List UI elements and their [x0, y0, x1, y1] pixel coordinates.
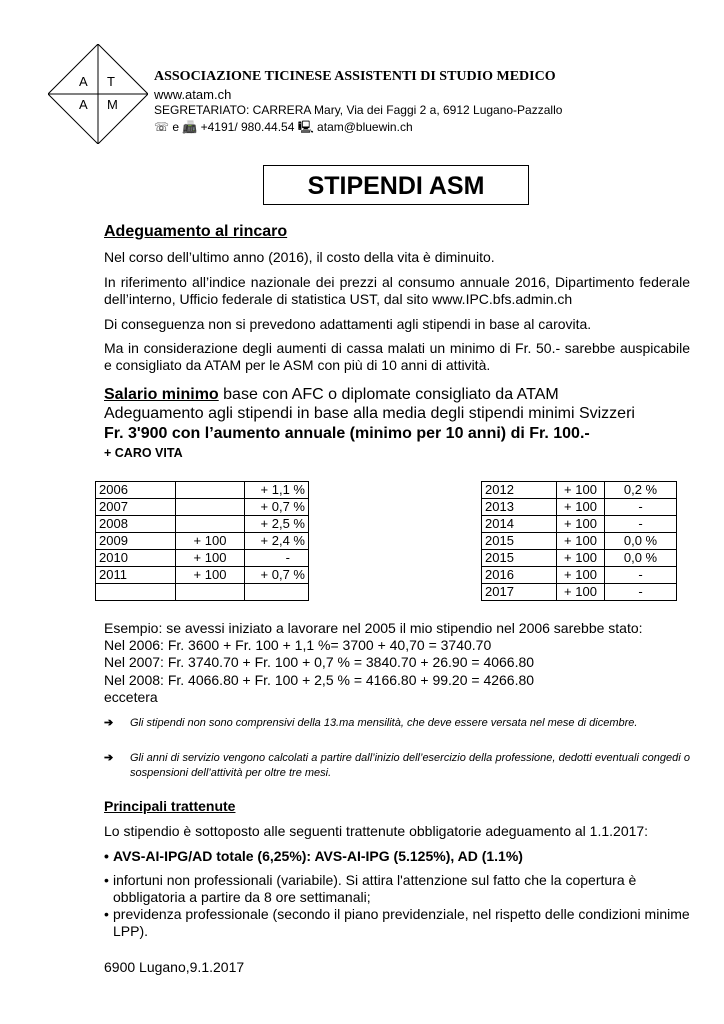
- footer-date: 6900 Lugano,9.1.2017: [104, 959, 245, 975]
- table-cell: + 100: [176, 550, 245, 567]
- table-row: [482, 482, 677, 499]
- table-cell: [176, 584, 245, 601]
- bullet-icon: •: [104, 848, 109, 864]
- table-cell: 2009: [96, 533, 176, 550]
- section-heading-adeguamento: Adeguamento al rincaro: [104, 223, 288, 240]
- paragraph: Di conseguenza non si prevedono adattamenti agli stipendi in base al carovita.: [104, 316, 592, 332]
- table-cell: -: [605, 499, 677, 516]
- table-cell: + 100: [557, 533, 605, 550]
- table-cell: -: [605, 584, 677, 601]
- arrow-right-icon: ➔: [104, 752, 114, 764]
- table-cell: + 100: [557, 550, 605, 567]
- table-row: [96, 499, 309, 516]
- caro-vita-label: + CARO VITA: [104, 446, 183, 460]
- table-cell: 2011: [96, 567, 176, 584]
- table-cell: + 0,7 %: [245, 499, 309, 516]
- list-item-text: AVS-AI-IPG/AD totale (6,25%): AVS-AI-IPG (5.125%), AD (1.1%): [113, 848, 523, 864]
- trattenute-intro: Lo stipendio è sottoposto alle seguenti trattenute obbligatorie adeguamento al 1.1.2017:: [104, 823, 649, 839]
- section-heading-trattenute: Principali trattenute: [104, 798, 236, 814]
- table-cell: 0,0 %: [605, 550, 677, 567]
- salary-table-right: [481, 481, 677, 601]
- note-item: [104, 751, 690, 781]
- table-cell: 2013: [482, 499, 557, 516]
- example-intro: Esempio: se avessi iniziato a lavorare nel 2005 il mio stipendio nel 2006 sarebbe stato:: [104, 620, 643, 636]
- table-row: [482, 516, 677, 533]
- list-item-text: previdenza professionale (secondo il piano previdenziale, nel rispetto delle condizioni minime LPP).: [113, 906, 690, 939]
- table-cell: 2015: [482, 533, 557, 550]
- list-item: [104, 906, 690, 940]
- table-row: [482, 567, 677, 584]
- table-row: [96, 533, 309, 550]
- table-cell: + 100: [557, 567, 605, 584]
- logo-letter-m: M: [107, 97, 118, 112]
- example-line-2007: Nel 2007: Fr. 3740.70 + Fr. 100 + 0,7 % = 3840.70 + 26.90 = 4066.80: [104, 654, 535, 671]
- salario-line1: [104, 386, 559, 404]
- website-link[interactable]: www.atam.ch: [154, 87, 232, 102]
- table-cell: 2008: [96, 516, 176, 533]
- table-cell: 2012: [482, 482, 557, 499]
- note-text: Gli anni di servizio vengono calcolati a partire dall’inizio dell’esercizio della professione, dedotti eventuali congedi o sospensioni dell’attività per oltre tre mesi.: [130, 752, 690, 779]
- logo-letter-a2: A: [79, 97, 88, 112]
- table-cell: + 100: [557, 499, 605, 516]
- logo-letter-t: T: [107, 74, 115, 89]
- contact-line: ☏ e 📠 +4191/ 980.44.54 🖳 atam@bluewin.ch: [154, 120, 413, 134]
- table-cell: 2016: [482, 567, 557, 584]
- table-row: [482, 584, 677, 601]
- paragraph: In riferimento all’indice nazionale dei prezzi al consumo annuale 2016, Dipartimento federale dell’interno, Ufficio federale di statistica UST, dal sito www.IPC.bfs.admin.ch: [104, 274, 690, 307]
- paragraph: Ma in considerazione degli aumenti di cassa malati un minimo di Fr. 50.- sarebbe auspicabile e consigliato da ATAM per le ASM con più di 10 anni di attività.: [104, 340, 690, 373]
- table-cell: -: [245, 550, 309, 567]
- arrow-right-icon: ➔: [104, 717, 114, 729]
- table-row: [96, 516, 309, 533]
- table-cell: + 100: [176, 533, 245, 550]
- example-line-2008: Nel 2008: Fr. 4066.80 + Fr. 100 + 2,5 % = 4166.80 + 99.20 = 4266.80: [104, 671, 535, 688]
- list-item-text: infortuni non professionali (variabile). Si attira l'attenzione sul fatto che la copertura è obbligatoria a partire da 8 ore settimanali;: [113, 872, 637, 905]
- table-cell: + 2,5 %: [245, 516, 309, 533]
- table-cell: + 100: [557, 516, 605, 533]
- table-cell: + 2,4 %: [245, 533, 309, 550]
- page-title: STIPENDI ASM: [263, 165, 529, 205]
- table-cell: 2014: [482, 516, 557, 533]
- salario-line1-rest: base con AFC o diplomate consigliato da ATAM: [218, 386, 559, 403]
- table-row: [96, 550, 309, 567]
- salary-table-left: [95, 481, 309, 601]
- table-cell: 2015: [482, 550, 557, 567]
- table-row: [96, 482, 309, 499]
- table-cell: -: [605, 516, 677, 533]
- salario-line3: Fr. 3'900 con l’aumento annuale (minimo per 10 anni) di Fr. 100.-: [104, 425, 590, 442]
- table-row: [482, 533, 677, 550]
- table-cell: + 100: [176, 567, 245, 584]
- example-etc: eccetera: [104, 688, 158, 705]
- note-text: Gli stipendi non sono comprensivi della 13.ma mensilità, che deve essere versata nel mese di dicembre.: [130, 717, 638, 729]
- table-cell: 0,0 %: [605, 533, 677, 550]
- paragraph: Nel corso dell’ultimo anno (2016), il costo della vita è diminuito.: [104, 249, 495, 265]
- table-cell: [176, 499, 245, 516]
- salario-line2: Adeguamento agli stipendi in base alla media degli stipendi minimi Svizzeri: [104, 405, 635, 422]
- table-row: [482, 550, 677, 567]
- salario-label: Salario minimo: [104, 386, 219, 403]
- table-row: [96, 584, 309, 601]
- list-item: [104, 848, 690, 865]
- example-line-2006: Nel 2006: Fr. 3600 + Fr. 100 + 1,1 %= 3700 + 40,70 = 3740.70: [104, 637, 492, 654]
- table-cell: 2017: [482, 584, 557, 601]
- table-cell: -: [605, 567, 677, 584]
- table-row: [482, 499, 677, 516]
- logo-letter-a1: A: [79, 74, 88, 89]
- table-cell: 2006: [96, 482, 176, 499]
- bullet-icon: •: [104, 906, 109, 922]
- table-cell: [176, 516, 245, 533]
- table-cell: + 100: [557, 482, 605, 499]
- example-block: [104, 620, 643, 706]
- list-item: [104, 872, 690, 906]
- table-cell: 2007: [96, 499, 176, 516]
- table-cell: + 0,7 %: [245, 567, 309, 584]
- bullet-icon: •: [104, 872, 109, 888]
- table-cell: + 100: [557, 584, 605, 601]
- table-cell: + 1,1 %: [245, 482, 309, 499]
- table-cell: [245, 584, 309, 601]
- table-row: [96, 567, 309, 584]
- table-cell: 2010: [96, 550, 176, 567]
- table-cell: 0,2 %: [605, 482, 677, 499]
- org-name: ASSOCIAZIONE TICINESE ASSISTENTI DI STUDIO MEDICO: [154, 69, 556, 84]
- atam-logo: [48, 44, 148, 144]
- table-cell: [96, 584, 176, 601]
- table-cell: [176, 482, 245, 499]
- note-item: [104, 716, 690, 731]
- secretariat-address: SEGRETARIATO: CARRERA Mary, Via dei Faggi 2 a, 6912 Lugano-Pazzallo: [154, 103, 563, 117]
